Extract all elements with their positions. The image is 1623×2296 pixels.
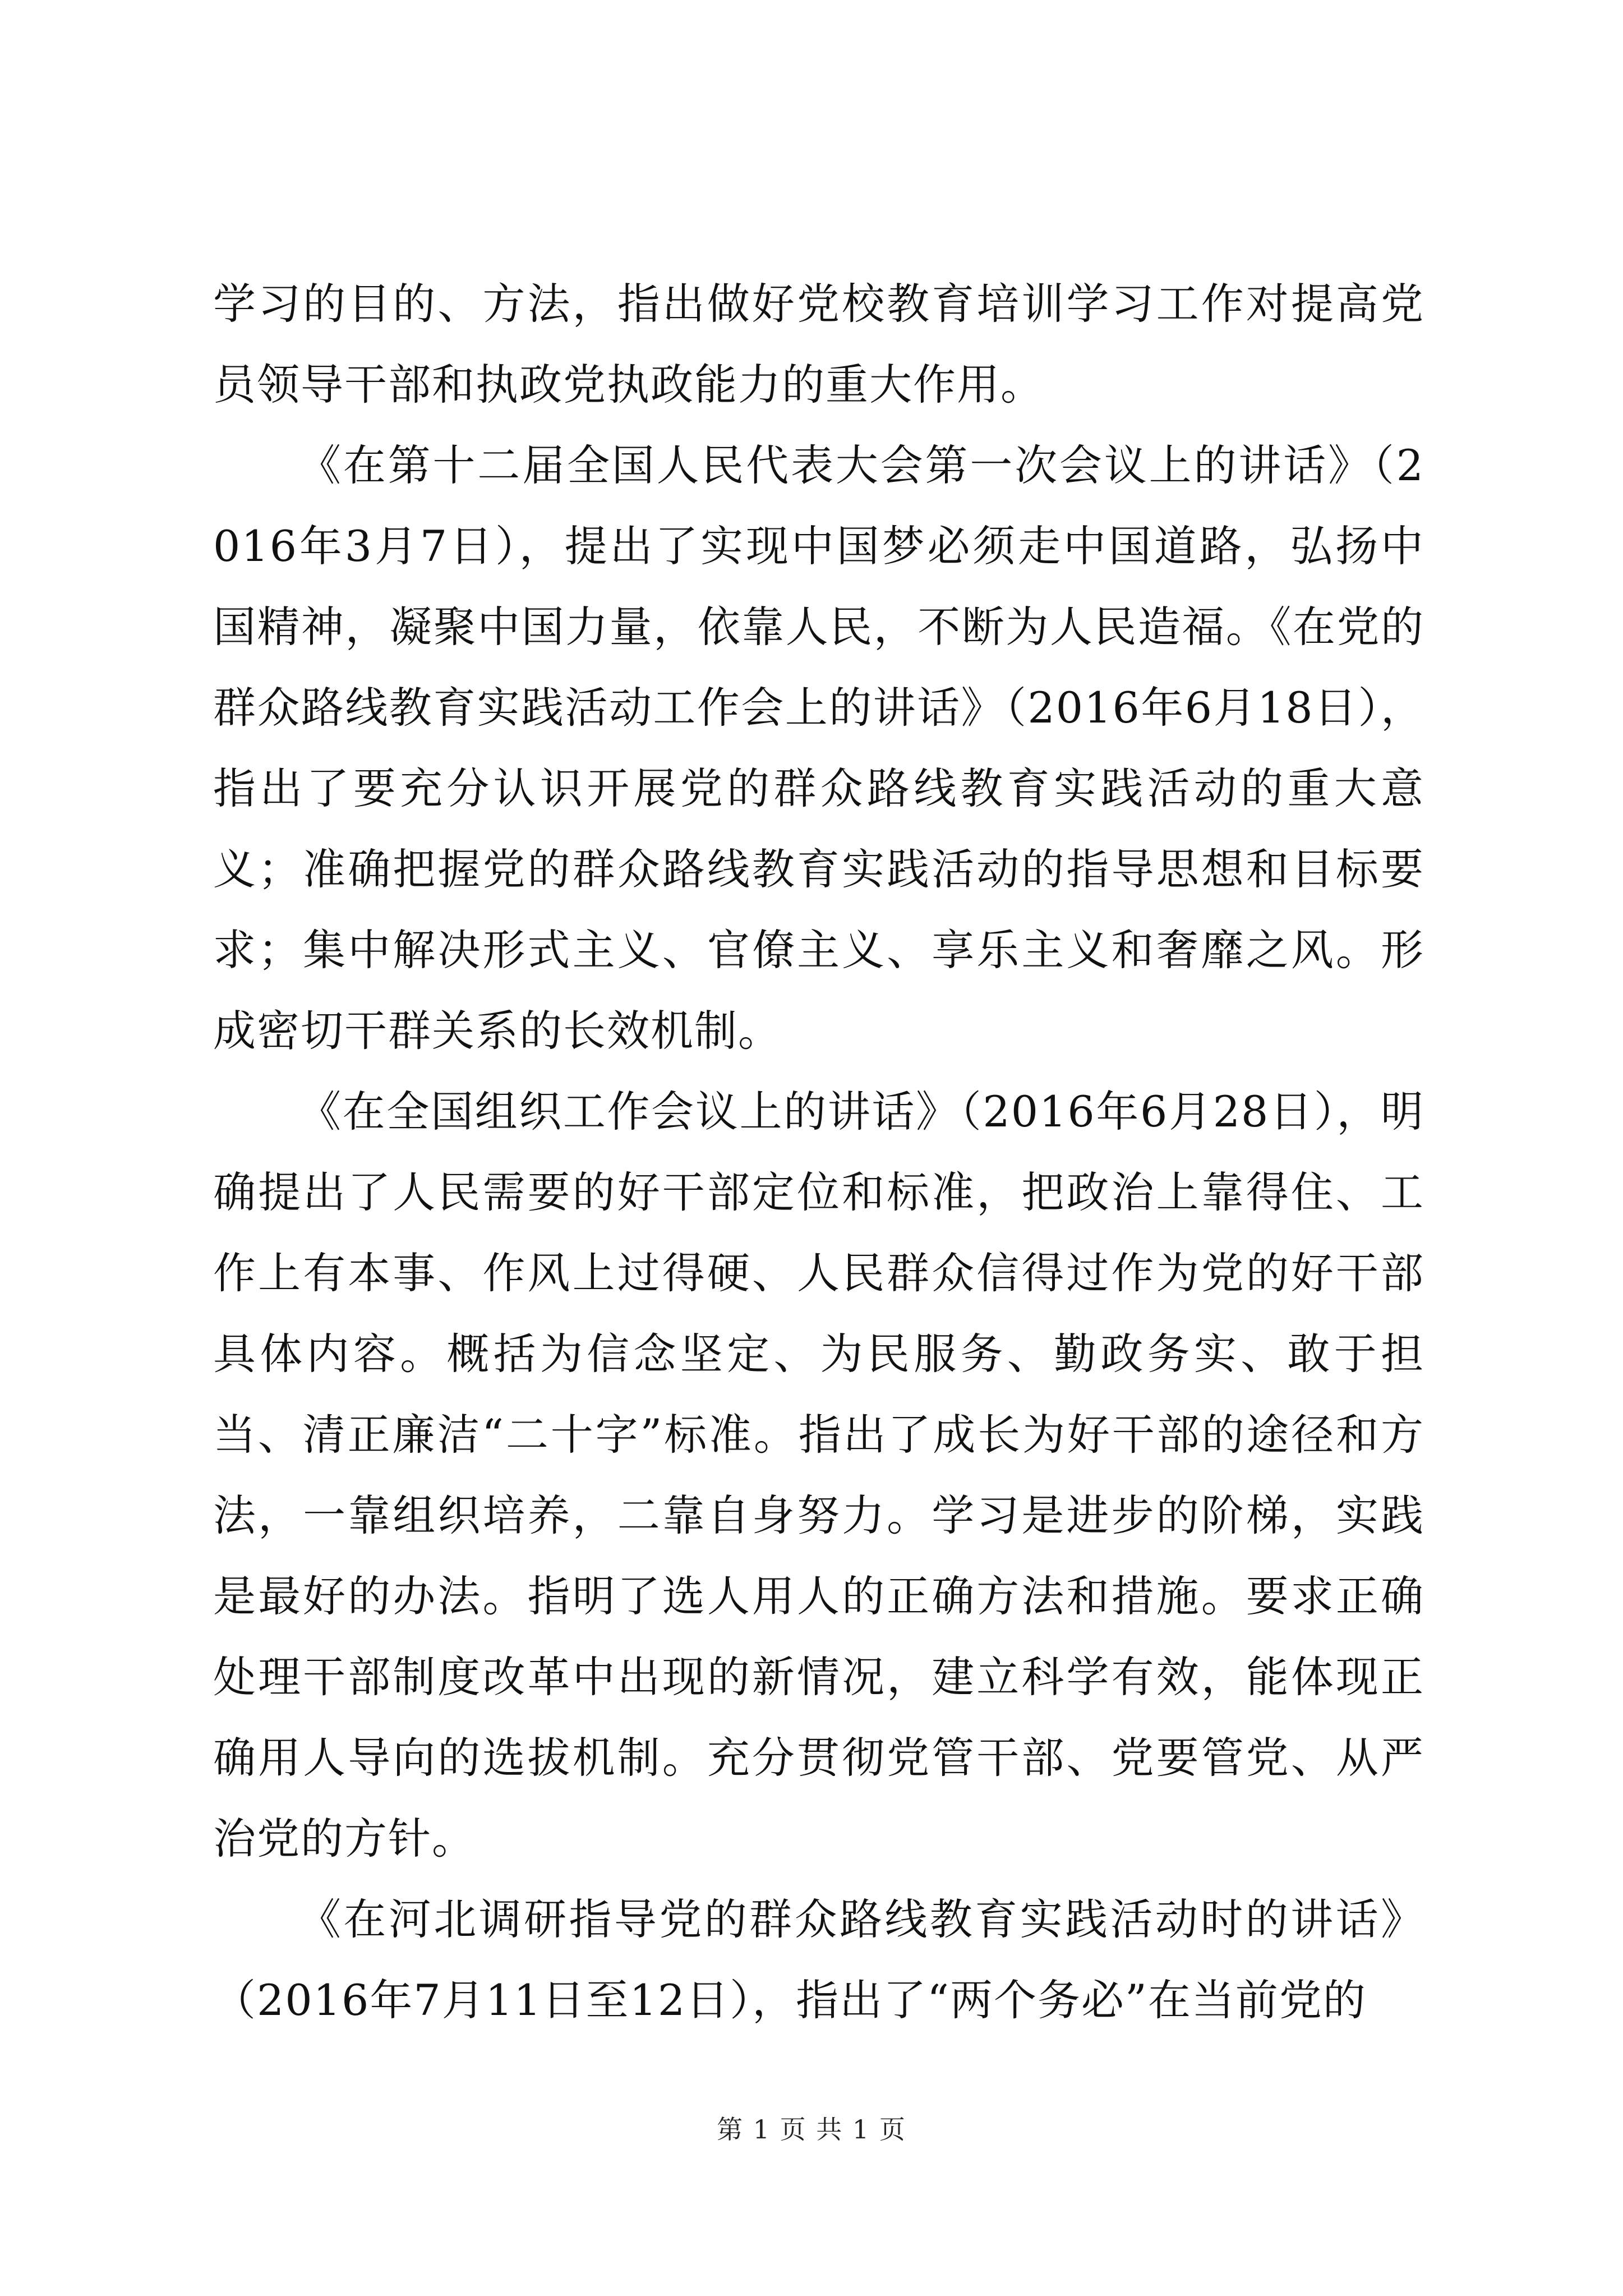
document-body	[213, 264, 1424, 2041]
paragraph-1: 学习的目的、方法，指出做好党校教育培训学习工作对提高党员领导干部和执政党执政能力的重大作用。	[213, 279, 1424, 409]
paragraph-2: 《在第十二届全国人民代表大会第一次会议上的讲话》（2016年3月7日），提出了实现中国梦必须走中国道路，弘扬中国精神，凝聚中国力量，依靠人民，不断为人民造福。《在党的群众路线教育实践活动工作会上的讲话》（2016年6月18日），指出了要充分认识开展党的群众路线教育实践活动的重大意义；准确把握党的群众路线教育实践活动的指导思想和目标要求；集中解决形式主义、官僚主义、享乐主义和奢靡之风。形成密切干群关系的长效机制。	[213, 440, 1424, 1056]
page-footer: 第 1 页 共 1 页	[717, 2114, 906, 2145]
paragraph-3: 《在全国组织工作会议上的讲话》（2016年6月28日），明确提出了人民需要的好干部定位和标准，把政治上靠得住、工作上有本事、作风上过得硬、人民群众信得过作为党的好干部具体内容。概括为信念坚定、为民服务、勤政务实、敢于担当、清正廉洁“二十字”标准。指出了成长为好干部的途径和方法，一靠组织培养，二靠自身努力。学习是进步的阶梯，实践是最好的办法。指明了选人用人的正确方法和措施。要求正确处理干部制度改革中出现的新情况，建立科学有效，能体现正确用人导向的选拔机制。充分贯彻党管干部、党要管党、从严治党的方针。	[213, 1087, 1424, 1864]
paragraph-4: 《在河北调研指导党的群众路线教育实践活动时的讲话》（2016年7月11日至12日），指出了“两个务必”在当前党的	[213, 1894, 1424, 2025]
